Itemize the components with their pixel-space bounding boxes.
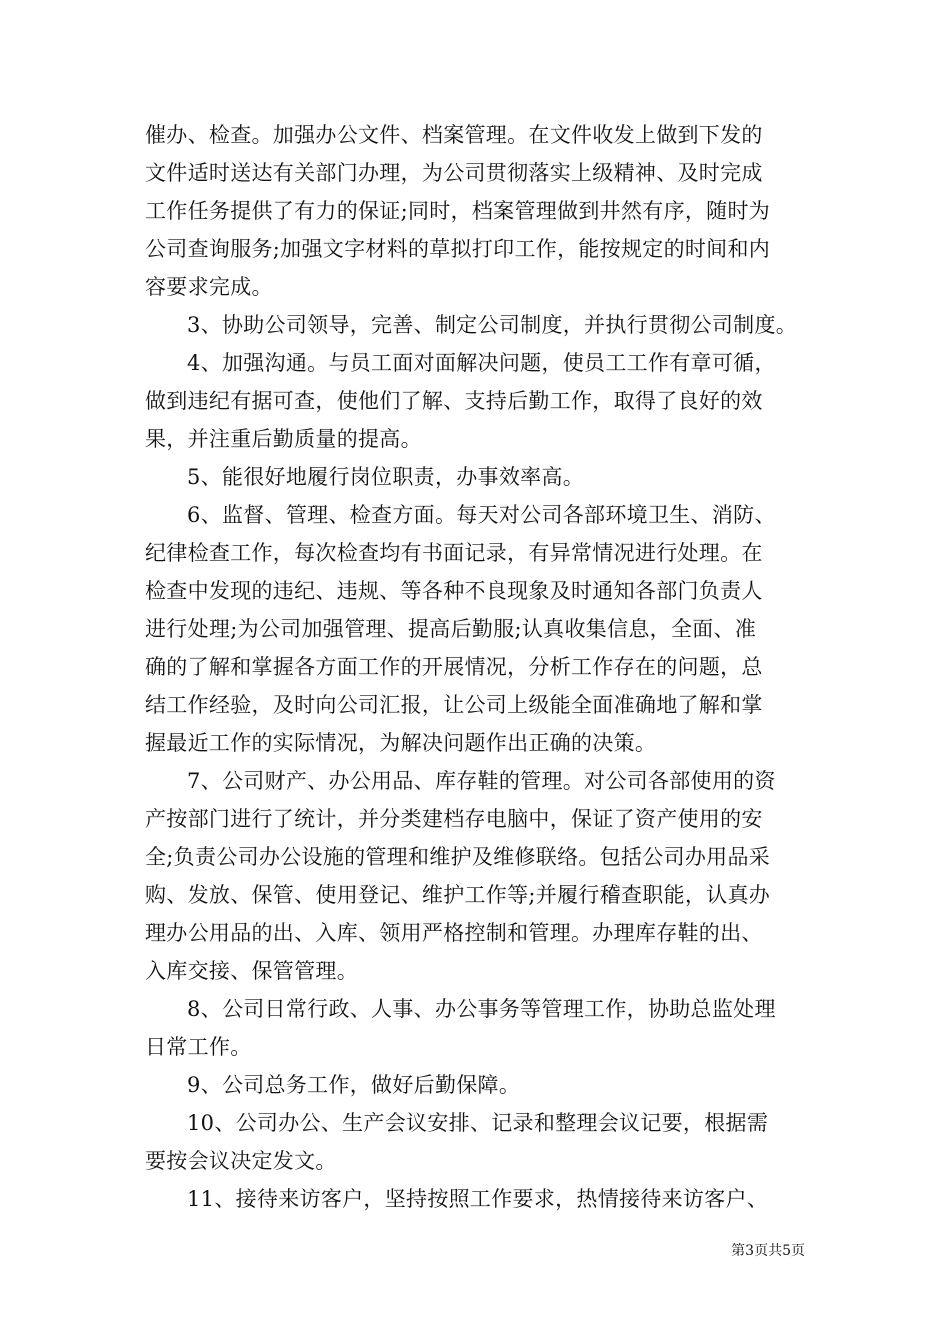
body-text-line: 购、发放、保管、使用登记、维护工作等;并履行稽查职能，认真办 [145, 883, 771, 907]
body-text-line: 纪律检查工作，每次检查均有书面记录，有异常情况进行处理。在 [145, 541, 763, 565]
paragraph-item-3: 3、协助公司领导，完善、制定公司制度，并执行贯彻公司制度。 [187, 313, 798, 337]
body-text-line: 果，并注重后勤质量的提高。 [145, 427, 422, 451]
body-text-line: 入库交接、保管管理。 [145, 959, 358, 983]
paragraph-item-9: 9、公司总务工作，做好后勤保障。 [187, 1073, 521, 1097]
body-text-line: 催办、检查。加强办公文件、档案管理。在文件收发上做到下发的 [145, 123, 763, 147]
body-text-line: 日常工作。 [145, 1035, 252, 1059]
body-text-line: 做到违纪有据可查，使他们了解、支持后勤工作，取得了良好的效 [145, 389, 763, 413]
body-text-line: 全;负责公司办公设施的管理和维护及维修联络。包括公司办用品采 [145, 845, 771, 869]
paragraph-item-4: 4、加强沟通。与员工面对面解决问题，使员工工作有章可循， [187, 351, 776, 375]
paragraph-item-5: 5、能很好地履行岗位职责，办事效率高。 [187, 465, 585, 489]
paragraph-item-6: 6、监督、管理、检查方面。每天对公司各部环境卫生、消防、 [187, 503, 776, 527]
body-text-line: 握最近工作的实际情况，为解决问题作出正确的决策。 [145, 731, 657, 755]
body-text-line: 要按会议决定发文。 [145, 1149, 337, 1173]
body-text-line: 工作任务提供了有力的保证;同时，档案管理做到井然有序，随时为 [145, 199, 771, 223]
body-text-line: 容要求完成。 [145, 275, 273, 299]
body-text-line: 文件适时送达有关部门办理，为公司贯彻落实上级精神、及时完成 [145, 161, 763, 185]
body-text-line: 结工作经验，及时向公司汇报，让公司上级能全面准确地了解和掌 [145, 693, 763, 717]
paragraph-item-8: 8、公司日常行政、人事、办公事务等管理工作，协助总监处理 [187, 997, 776, 1021]
paragraph-item-10: 10、公司办公、生产会议安排、记录和整理会议记要，根据需 [187, 1111, 769, 1135]
body-text-line: 确的了解和掌握各方面工作的开展情况，分析工作存在的问题，总 [145, 655, 763, 679]
paragraph-item-7: 7、公司财产、办公用品、库存鞋的管理。对公司各部使用的资 [187, 769, 776, 793]
body-text-line: 检查中发现的违纪、违规、等各种不良现象及时通知各部门负责人 [145, 579, 763, 603]
body-text-line: 进行处理;为公司加强管理、提高后勤服;认真收集信息，全面、准 [145, 617, 757, 641]
body-text-line: 产按部门进行了统计，并分类建档存电脑中，保证了资产使用的安 [145, 807, 763, 831]
paragraph-item-11: 11、接待来访客户，坚持按照工作要求，热情接待来访客户、 [187, 1187, 769, 1211]
page-number-footer: 第3页共5页 [731, 1243, 805, 1259]
body-text-line: 理办公用品的出、入库、领用严格控制和管理。办理库存鞋的出、 [145, 921, 763, 945]
body-text-line: 公司查询服务;加强文字材料的草拟打印工作，能按规定的时间和内 [145, 237, 771, 261]
